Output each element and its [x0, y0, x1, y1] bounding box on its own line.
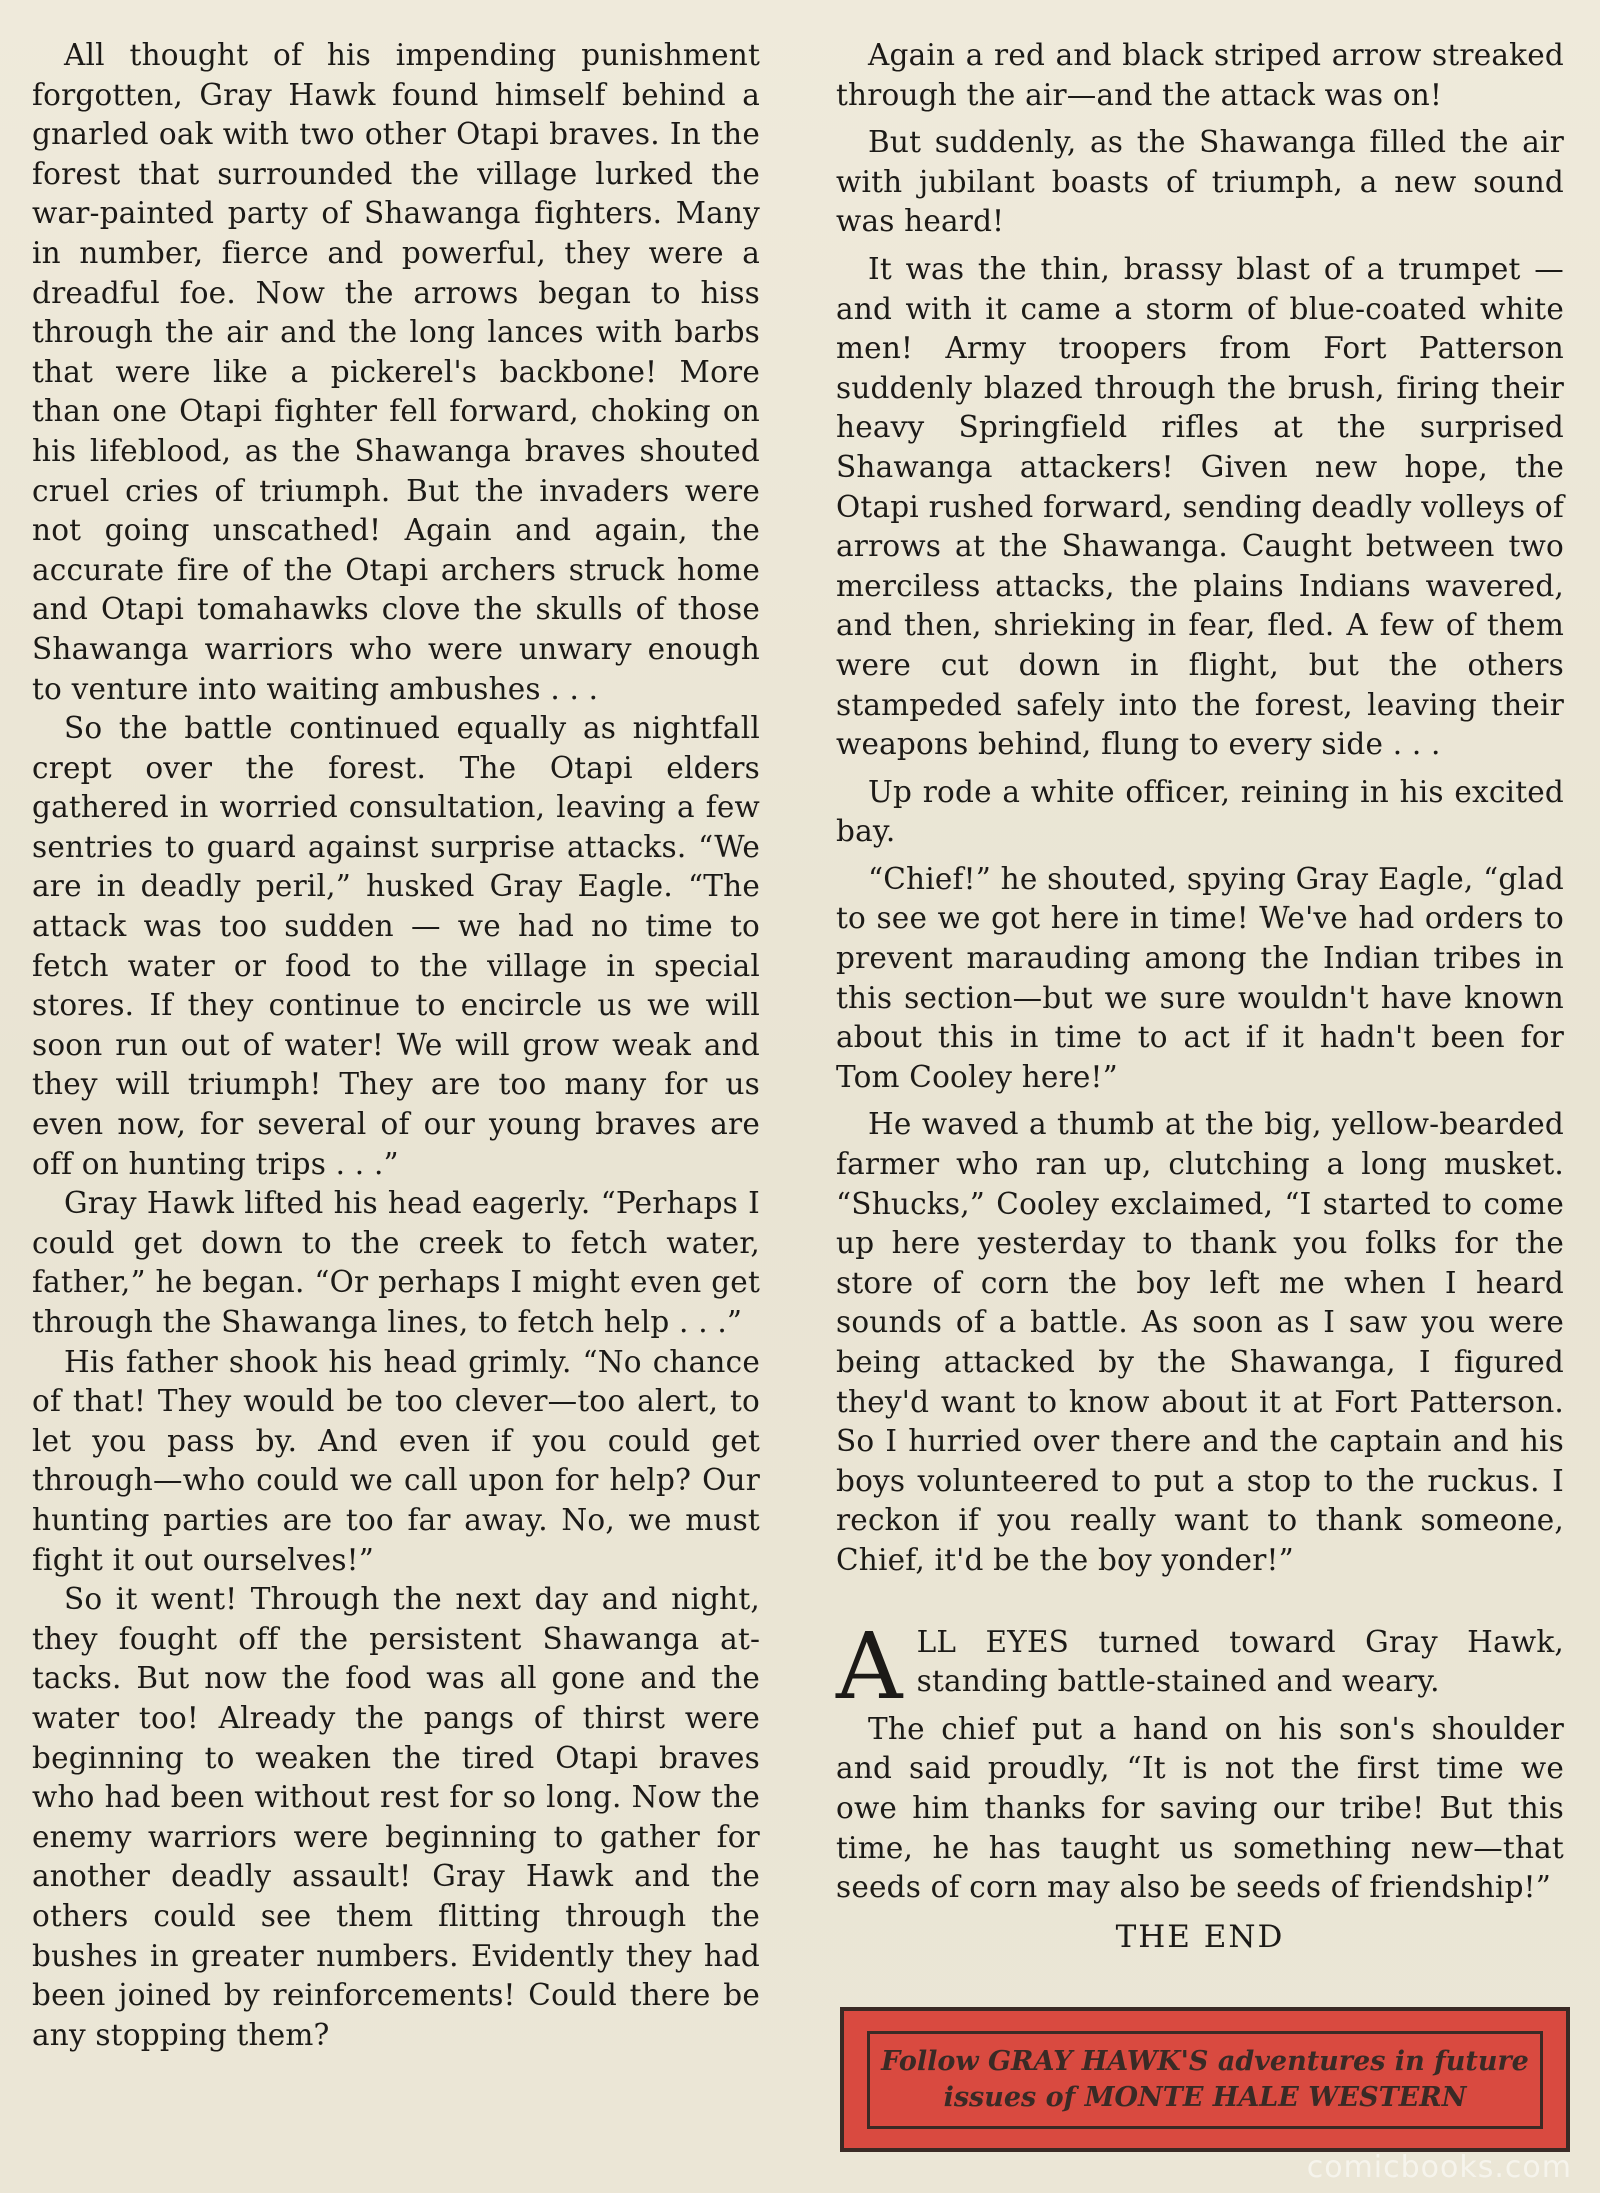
story-paragraph: Up rode a white officer, reining in his excited bay. — [836, 774, 1564, 849]
left-text-column — [32, 36, 760, 2055]
story-paragraph: Gray Hawk lifted his head eagerly. “Perhaps I could get down to the creek to fetch water, father,” he began. “Or perhaps I might even get through the Shawanga lines, to fetch help . . .” — [32, 1186, 760, 1339]
dropcap-text: LL EYES turned toward Gray Hawk, standing battle-stained and weary. — [916, 1624, 1564, 1699]
right-text-column — [836, 36, 1564, 1975]
promo-banner — [840, 2007, 1570, 2152]
story-paragraph: So the battle continued equally as nightfall crept over the forest. The Otapi elders gathered in worried consultation, leaving a few sentries to guard against surprise attacks. “We are in deadly peril,” husked Gray Eagle. “The attack was too sudden — we had no time to fetch water or food to the village in special stores. If they continue to encircle us we will soon run out of water! We will grow weak and they will triumph! They are too many for us even now, for several of our young braves are off on hunting trips . . .” — [32, 711, 760, 1181]
promo-line-1: Follow GRAY HAWK'S adventures in future — [881, 2045, 1529, 2077]
story-paragraph: So it went! Through the next day and night, they fought off the persistent Shawanga attacks. But now the food was all gone and the water too! Already the pangs of thirst were beginning to weaken the tired Otapi braves who had been without rest for so long. Now the enemy warriors were beginning to gather for another deadly assault! Gray Hawk and the others could see them flitting through the bushes in greater numbers. Evidently they had been joined by reinforcements! Could there be any stopping them? — [32, 1582, 760, 2052]
story-paragraph: All thought of his impending punishment forgotten, Gray Hawk found himself behind a gnarled oak with two other Otapi braves. In the forest that surrounded the village lurked the war-painted party of Shawanga fighters. Many in number, fierce and powerful, they were a dreadful foe. Now the arrows began to hiss through the air and the long lances with barbs that were like a pickerel's backbone! More than one Otapi fighter fell forward, choking on his lifeblood, as the Shawanga braves shouted cruel cries of triumph. But the invaders were not going unscathed! Again and again, the accurate fire of the Otapi archers struck home and Otapi tomahawks clove the skulls of those Shawanga warriors who were unwary enough to venture into waiting ambushes . . . — [32, 38, 760, 706]
story-paragraph: Again a red and black striped arrow streaked through the air—and the attack was on! — [836, 38, 1564, 112]
story-paragraph: He waved a thumb at the big, yellow-bearded farmer who ran up, clutching a long musket. “Shucks,” Cooley exclaimed, “I started to come up here yesterday to thank you folks for the store of corn the boy left me when I heard sounds of a battle. As soon as I saw you were being attacked by the Shawanga, I figured they'd want to know about it at Fort Patterson. So I hurried over there and the captain and his boys volunteered to put a stop to the ruckus. I reckon if you really want to thank someone, Chief, it'd be the boy yonder!” — [836, 1107, 1564, 1577]
final-paragraph: The chief put a hand on his son's shoulder and said proudly, “It is not the first time we owe him thanks for saving our tribe! But this time, he has taught us something new—that seeds of corn may also be seeds of friendship!” — [836, 1711, 1564, 1905]
story-paragraph: His father shook his head grimly. “No chance of that! They would be too clever—too alert, to let you pass by. And even if you could get through—who could we call upon for help? Our hunting parties are too far away. No, we must fight it out ourselves!” — [32, 1344, 760, 1577]
dropcap-letter: A — [836, 1612, 903, 1720]
story-paragraph: But suddenly, as the Shawanga filled the air with jubilant boasts of triumph, a new sound was heard! — [836, 125, 1564, 239]
promo-line-2: issues of MONTE HALE WESTERN — [943, 2081, 1467, 2113]
promo-frame — [867, 2031, 1543, 2129]
story-paragraph: “Chief!” he shouted, spying Gray Eagle, “glad to see we got here in time! We've had orders to prevent marauding among the Indian tribes in this section—but we sure wouldn't have known about this in time to act if it hadn't been for Tom Cooley here!” — [836, 861, 1564, 1094]
dropcap-paragraph — [836, 1612, 1564, 1720]
site-watermark: comicbooks.com — [1306, 2150, 1572, 2185]
story-paragraph: It was the thin, brassy blast of a trumpet —and with it came a storm of blue-coated white men! Army troopers from Fort Patterson suddenly blazed through the brush, firing their heavy Springfield rifles at the surprised Shawanga attackers! Given new hope, the Otapi rushed forward, sending deadly volleys of arrows at the Shawanga. Caught between two merciless attacks, the plains Indians wavered, and then, shrieking in fear, fled. A few of them were cut down in flight, but the others stampeded safely into the forest, leaving their weapons behind, flung to every side . . . — [836, 251, 1564, 762]
the-end-label: THE END — [1115, 1918, 1285, 1955]
